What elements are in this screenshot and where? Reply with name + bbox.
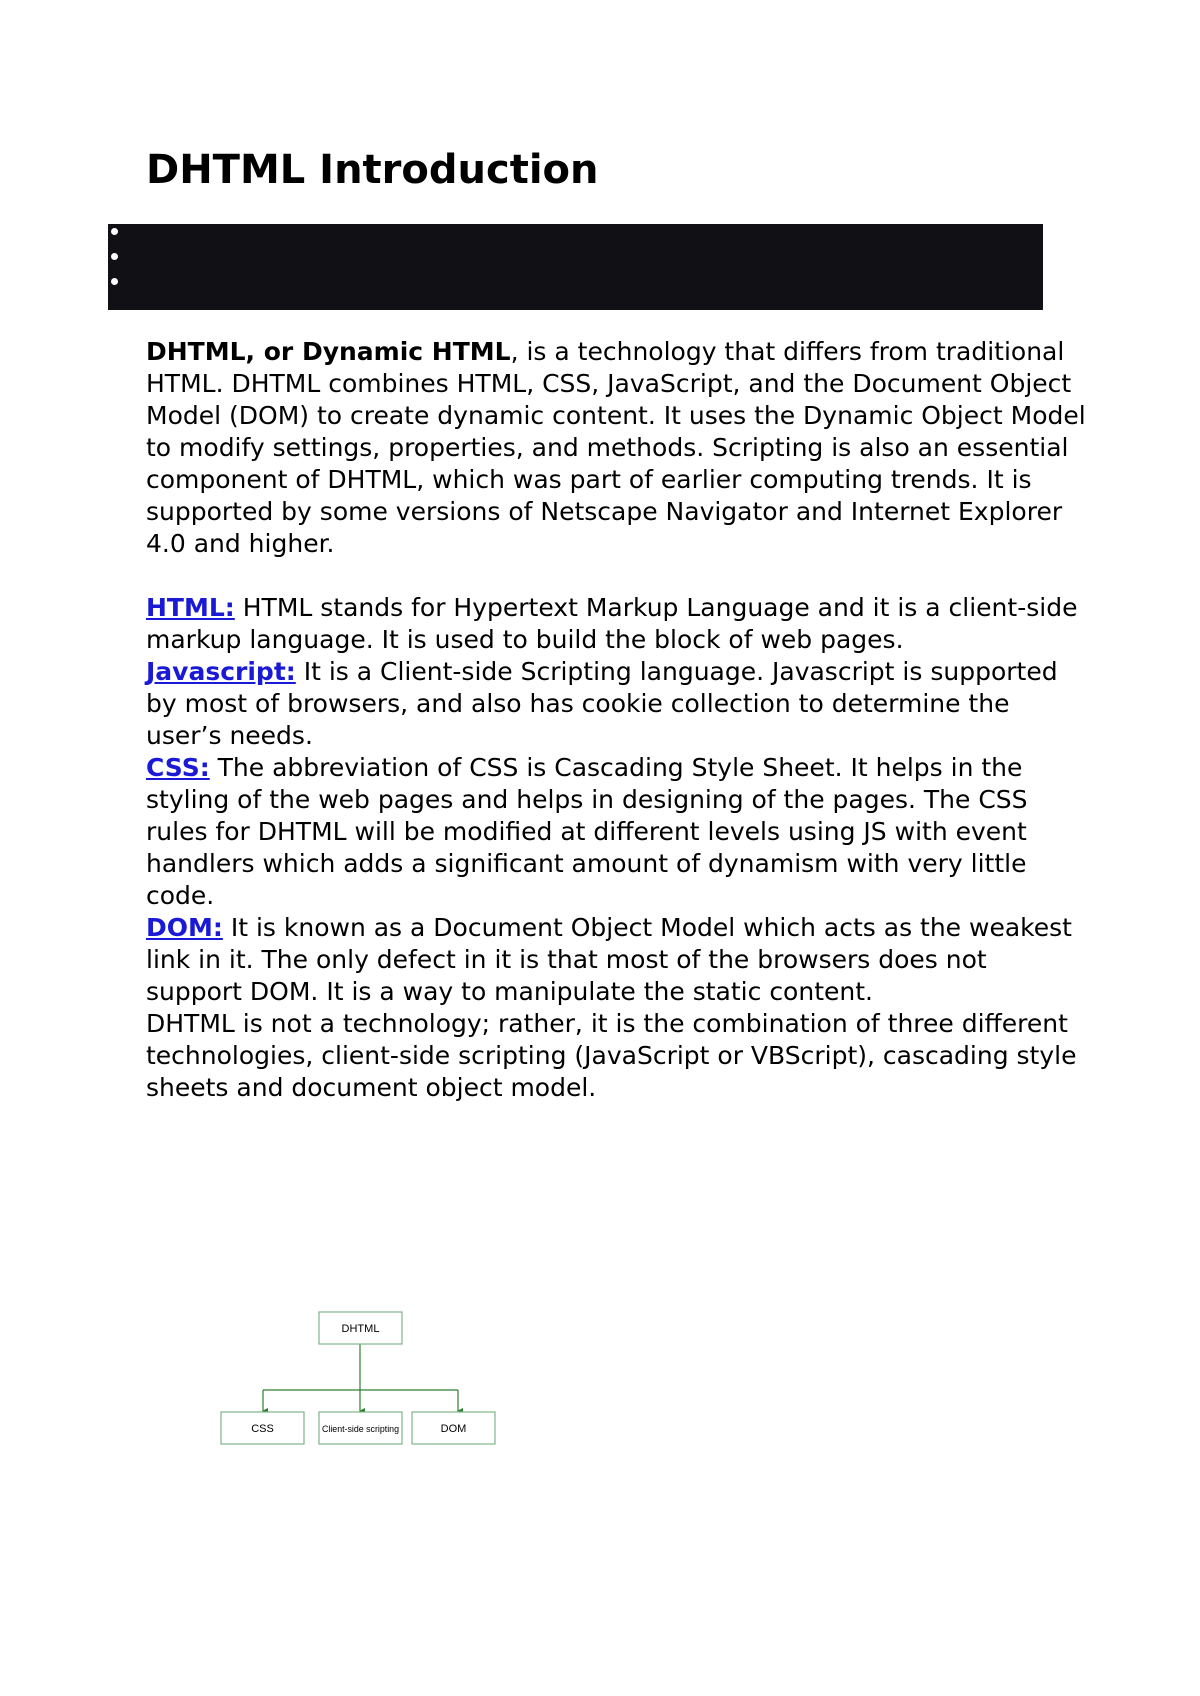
diagram-root-node xyxy=(319,1312,402,1344)
redacted-bullet-list-band xyxy=(108,224,1043,310)
intro-paragraph xyxy=(146,336,1086,560)
diagram-dom-node xyxy=(412,1412,495,1444)
definition-css xyxy=(146,752,1086,912)
intro-bold-lead: DHTML, or Dynamic HTML xyxy=(146,337,511,366)
dom-definition-text: It is known as a Document Object Model which acts as the weakest link in it. The only defect in it is that most of the browsers does not support DOM. It is a way to manipulate the static content. xyxy=(146,913,1072,1006)
diagram-scripting-label: Client-side scripting xyxy=(322,1424,399,1434)
diagram-scripting-node xyxy=(319,1412,402,1444)
page-title: DHTML Introduction xyxy=(146,147,599,193)
bullet-icon xyxy=(111,228,118,235)
closing-paragraph: DHTML is not a technology; rather, it is the combination of three different technologies, client-side scripting (JavaScript or VBScript), cascading style sheets and document object model. xyxy=(146,1009,1077,1102)
javascript-term-link[interactable]: Javascript: xyxy=(146,657,296,686)
css-definition-text: The abbreviation of CSS is Cascading Style Sheet. It helps in the styling of the web pages and helps in designing of the pages. The CSS rules for DHTML will be modified at different levels using JS with event handlers which adds a significant amount of dynamism with very little code. xyxy=(146,753,1028,910)
dom-term-link[interactable]: DOM: xyxy=(146,913,223,942)
diagram-css-node xyxy=(221,1412,304,1444)
bullet-icon xyxy=(111,253,118,260)
bullet-icon xyxy=(111,278,118,285)
definition-javascript xyxy=(146,656,1086,752)
diagram-css-label: CSS xyxy=(251,1423,274,1435)
diagram-dom-label: DOM xyxy=(440,1423,467,1435)
diagram-svg xyxy=(214,1310,504,1450)
definition-dom xyxy=(146,912,1086,1008)
diagram-connectors xyxy=(263,1344,458,1411)
html-term-link[interactable]: HTML: xyxy=(146,593,235,622)
css-term-link[interactable]: CSS: xyxy=(146,753,210,782)
diagram-root-label: DHTML xyxy=(341,1323,380,1335)
definition-html xyxy=(146,592,1086,656)
paragraph-spacer xyxy=(146,560,1086,592)
html-definition-text: HTML stands for Hypertext Markup Language and it is a client-side markup language. It is used to build the block of web pages. xyxy=(146,593,1078,654)
dhtml-components-diagram xyxy=(214,1310,504,1450)
javascript-definition-text: It is a Client-side Scripting language. Javascript is supported by most of browsers, and also has cookie collection to determine the user’s needs. xyxy=(146,657,1058,750)
intro-text: , is a technology that differs from traditional HTML. DHTML combines HTML, CSS, JavaScript, and the Document Object Model (DOM) to create dynamic content. It uses the Dynamic Object Model to modify settings, properties, and methods. Scripting is also an essential component of DHTML, which was part of earlier computing trends. It is supported by some versions of Netscape Navigator and Internet Explorer 4.0 and higher. xyxy=(146,337,1086,558)
article-body xyxy=(146,336,1086,1104)
